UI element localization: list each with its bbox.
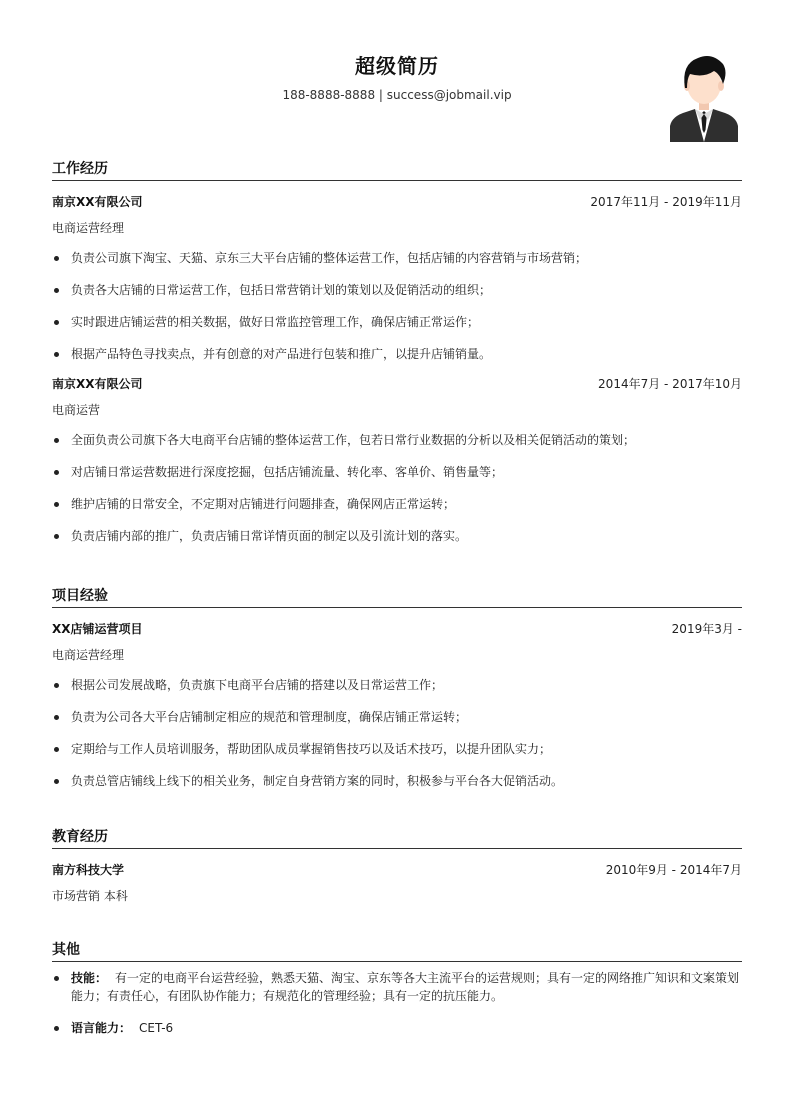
company-name: 南京XX有限公司 (52, 377, 143, 391)
section-title-other: 其他 (52, 942, 80, 958)
list-item: 负责为公司各大平台店铺制定相应的规范和管理制度，确保店铺正常运转； (52, 708, 742, 726)
major-degree: 市场营销 本科 (52, 889, 128, 903)
date-range: 2017年11月 - 2019年11月 (590, 195, 742, 209)
other-list (52, 969, 742, 1037)
date-range: 2014年7月 - 2017年10月 (598, 377, 742, 391)
list-item: 负责公司旗下淘宝、天猫、京东三大平台店铺的整体运营工作，包括店铺的内容营销与市场营销； (52, 249, 742, 267)
work-entry-header (52, 375, 742, 393)
skills-text: 有一定的电商平台运营经验，熟悉天猫、淘宝、京东等各大主流平台的运营规则；具有一定的网络推广知识和文案策划能力；有责任心，有团队协作能力；有规范化的管理经验；具有一定的抗压能力。 (71, 971, 740, 1003)
list-item: 定期给与工作人员培训服务，帮助团队成员掌握销售技巧以及话术技巧，以提升团队实力； (52, 740, 742, 758)
responsibility-list (52, 676, 742, 790)
other-section (52, 939, 742, 1037)
section-divider (52, 848, 742, 849)
responsibility-list (52, 249, 742, 363)
list-item: 负责店铺内部的推广，负责店铺日常详情页面的制定以及引流计划的落实。 (52, 527, 742, 545)
date-range: 2019年3月 - (671, 622, 742, 636)
section-title-education: 教育经历 (52, 829, 108, 845)
language-label: 语言能力： (71, 1021, 132, 1035)
project-entry-header (52, 620, 742, 638)
contact-info: 188-8888-8888 | success@jobmail.vip (282, 88, 512, 102)
section-divider (52, 180, 742, 181)
section-divider (52, 607, 742, 608)
section-title-project: 项目经验 (52, 588, 108, 604)
school-name: 南方科技大学 (52, 863, 125, 877)
list-item: 实时跟进店铺运营的相关数据，做好日常监控管理工作，确保店铺正常运作； (52, 313, 742, 331)
project-role: 电商运营经理 (52, 648, 125, 662)
list-item: 负责各大店铺的日常运营工作，包括日常营销计划的策划以及促销活动的组织； (52, 281, 742, 299)
skills-label: 技能： (71, 971, 108, 985)
list-item: 根据公司发展战略，负责旗下电商平台店铺的搭建以及日常运营工作； (52, 676, 742, 694)
resume-name: 超级简历 (355, 54, 439, 78)
section-title-work: 工作经历 (52, 161, 108, 177)
responsibility-list (52, 431, 742, 545)
education-section (52, 826, 742, 905)
work-entry-header (52, 193, 742, 211)
company-name: 南京XX有限公司 (52, 195, 143, 209)
list-item: 对店铺日常运营数据进行深度挖掘，包括店铺流量、转化率、客单价、销售量等； (52, 463, 742, 481)
project-section (52, 585, 742, 790)
list-item (52, 1019, 742, 1037)
section-divider (52, 961, 742, 962)
list-item: 负责总管店铺线上线下的相关业务，制定自身营销方案的同时，积极参与平台各大促销活动。 (52, 772, 742, 790)
list-item: 维护店铺的日常安全，不定期对店铺进行问题排查，确保网店正常运转； (52, 495, 742, 513)
education-entry-header (52, 861, 742, 879)
avatar (668, 50, 740, 142)
list-item: 根据产品特色寻找卖点，并有创意的对产品进行包装和推广，以提升店铺销量。 (52, 345, 742, 363)
work-section (52, 158, 742, 545)
project-name: XX店铺运营项目 (52, 622, 143, 636)
date-range: 2010年9月 - 2014年7月 (605, 863, 742, 877)
list-item (52, 969, 742, 1005)
job-title: 电商运营 (52, 403, 101, 417)
language-text: CET-6 (139, 1021, 174, 1035)
list-item: 全面负责公司旗下各大电商平台店铺的整体运营工作，包若日常行业数据的分析以及相关促销活动的策划； (52, 431, 742, 449)
job-title: 电商运营经理 (52, 221, 125, 235)
